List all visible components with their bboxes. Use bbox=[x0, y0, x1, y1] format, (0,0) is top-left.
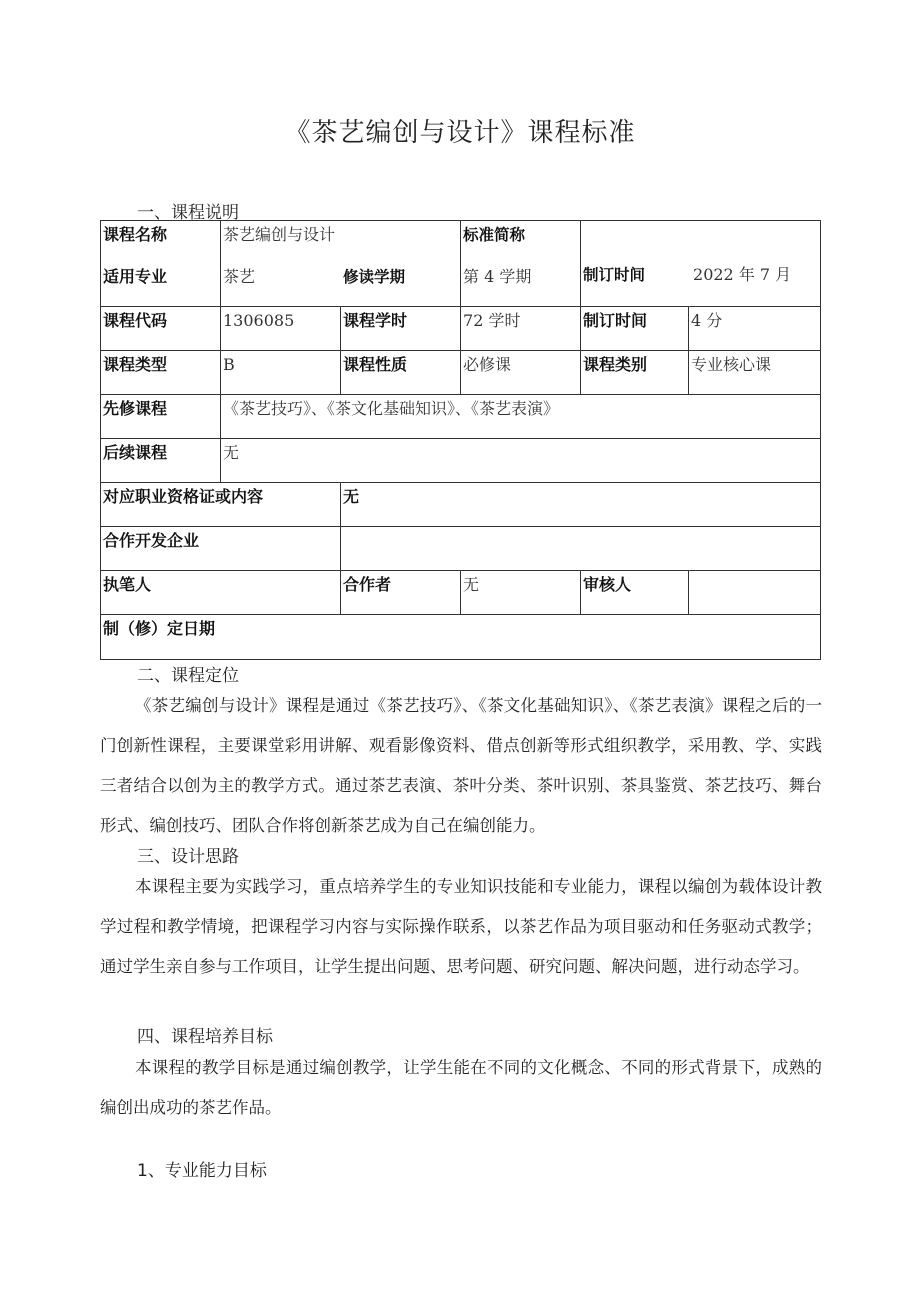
label-prerequisite: 先修课程 bbox=[101, 395, 221, 439]
label-made-time-2: 制订时间 bbox=[581, 307, 689, 351]
table-row bbox=[101, 307, 821, 351]
cell-std-abbr bbox=[461, 221, 581, 307]
label-certificate: 对应职业资格证或内容 bbox=[101, 483, 341, 527]
label-reviewer: 审核人 bbox=[581, 571, 689, 615]
section-heading-design-idea: 三、设计思路 bbox=[137, 847, 239, 867]
subsection-heading-professional-ability: 1、专业能力目标 bbox=[137, 1161, 267, 1181]
value-semester: 第 4 学期 bbox=[463, 267, 532, 286]
section-heading-course-description: 一、课程说明 bbox=[137, 203, 239, 223]
table-row bbox=[101, 527, 821, 571]
table-row bbox=[101, 351, 821, 395]
value-certificate: 无 bbox=[341, 483, 821, 527]
table-row bbox=[101, 439, 821, 483]
label-cooperator: 合作者 bbox=[341, 571, 461, 615]
course-info-table bbox=[100, 220, 821, 660]
value-credit: 4 分 bbox=[689, 307, 821, 351]
paragraph-training-goal: 本课程的教学目标是通过编创教学，让学生能在不同的文化概念、不同的形式背景下，成熟的编创出成功的茶艺作品。 bbox=[100, 1058, 822, 1117]
page-title: 《茶艺编创与设计》课程标准 bbox=[284, 118, 636, 148]
value-course-name: 茶艺编创与设计 茶艺 修读学期 bbox=[221, 221, 461, 307]
label-made-time: 制订时间 bbox=[583, 266, 646, 284]
value-prerequisite: 《茶艺技巧》、《茶文化基础知识》、《茶艺表演》 bbox=[221, 395, 821, 439]
label-course-code: 课程代码 bbox=[101, 307, 221, 351]
section-heading-training-goal: 四、课程培养目标 bbox=[137, 1027, 273, 1047]
label-major: 适用专业 bbox=[103, 267, 168, 286]
label-revision-date: 制（修）定日期 bbox=[101, 615, 821, 660]
label-writer: 执笔人 bbox=[101, 571, 341, 615]
value-course-category: 专业核心课 bbox=[689, 351, 821, 395]
label-course-type: 课程类型 bbox=[101, 351, 221, 395]
paragraph-design-idea: 本课程主要为实践学习，重点培养学生的专业知识技能和专业能力，课程以编创为载体设计教学过程和教学情境，把课程学习内容与实际操作联系，以茶艺作品为项目驱动和任务驱动式教学；通过学生亲自参与工作项目，让学生提出问题、思考问题、研究问题、解决问题，进行动态学习。 bbox=[100, 877, 822, 976]
label-course-nature: 课程性质 bbox=[341, 351, 461, 395]
label-course-category: 课程类别 bbox=[581, 351, 689, 395]
section-heading-course-position: 二、课程定位 bbox=[137, 666, 239, 686]
value-made-time: 2022 年 7 月 bbox=[693, 265, 792, 284]
value-major: 茶艺 bbox=[223, 267, 256, 286]
value-course-type: B bbox=[221, 351, 341, 395]
value-partner-company bbox=[341, 527, 821, 571]
value-reviewer bbox=[689, 571, 821, 615]
label-course-hours: 课程学时 bbox=[341, 307, 461, 351]
table-row bbox=[101, 221, 821, 307]
table-row bbox=[101, 615, 821, 660]
table-row bbox=[101, 483, 821, 527]
value-course-hours: 72 学时 bbox=[461, 307, 581, 351]
cell-made-time bbox=[581, 221, 821, 307]
label-semester: 修读学期 bbox=[343, 268, 406, 286]
value-course-code: 1306085 bbox=[221, 307, 341, 351]
label-partner-company: 合作开发企业 bbox=[101, 527, 341, 571]
label-course-name: 课程名称 适用专业 bbox=[101, 221, 221, 307]
table-row bbox=[101, 571, 821, 615]
value-cooperator: 无 bbox=[461, 571, 581, 615]
value-followup: 无 bbox=[221, 439, 821, 483]
table-row bbox=[101, 395, 821, 439]
value-course-nature: 必修课 bbox=[461, 351, 581, 395]
label-followup: 后续课程 bbox=[101, 439, 221, 483]
paragraph-course-position: 《茶艺编创与设计》课程是通过《茶艺技巧》、《茶文化基础知识》、《茶艺表演》课程之后的一门创新性课程，主要课堂彩用讲解、观看影像资料、借点创新等形式组织教学，采用教、学、实践三者结合以创为主的教学方式。通过茶艺表演、茶叶分类、茶叶识别、茶具鉴赏、茶艺技巧、舞台形式、编创技巧、团队合作将创新茶艺成为自己在编创能力。 bbox=[100, 696, 822, 835]
label-std-abbr: 标准简称 bbox=[463, 226, 526, 244]
